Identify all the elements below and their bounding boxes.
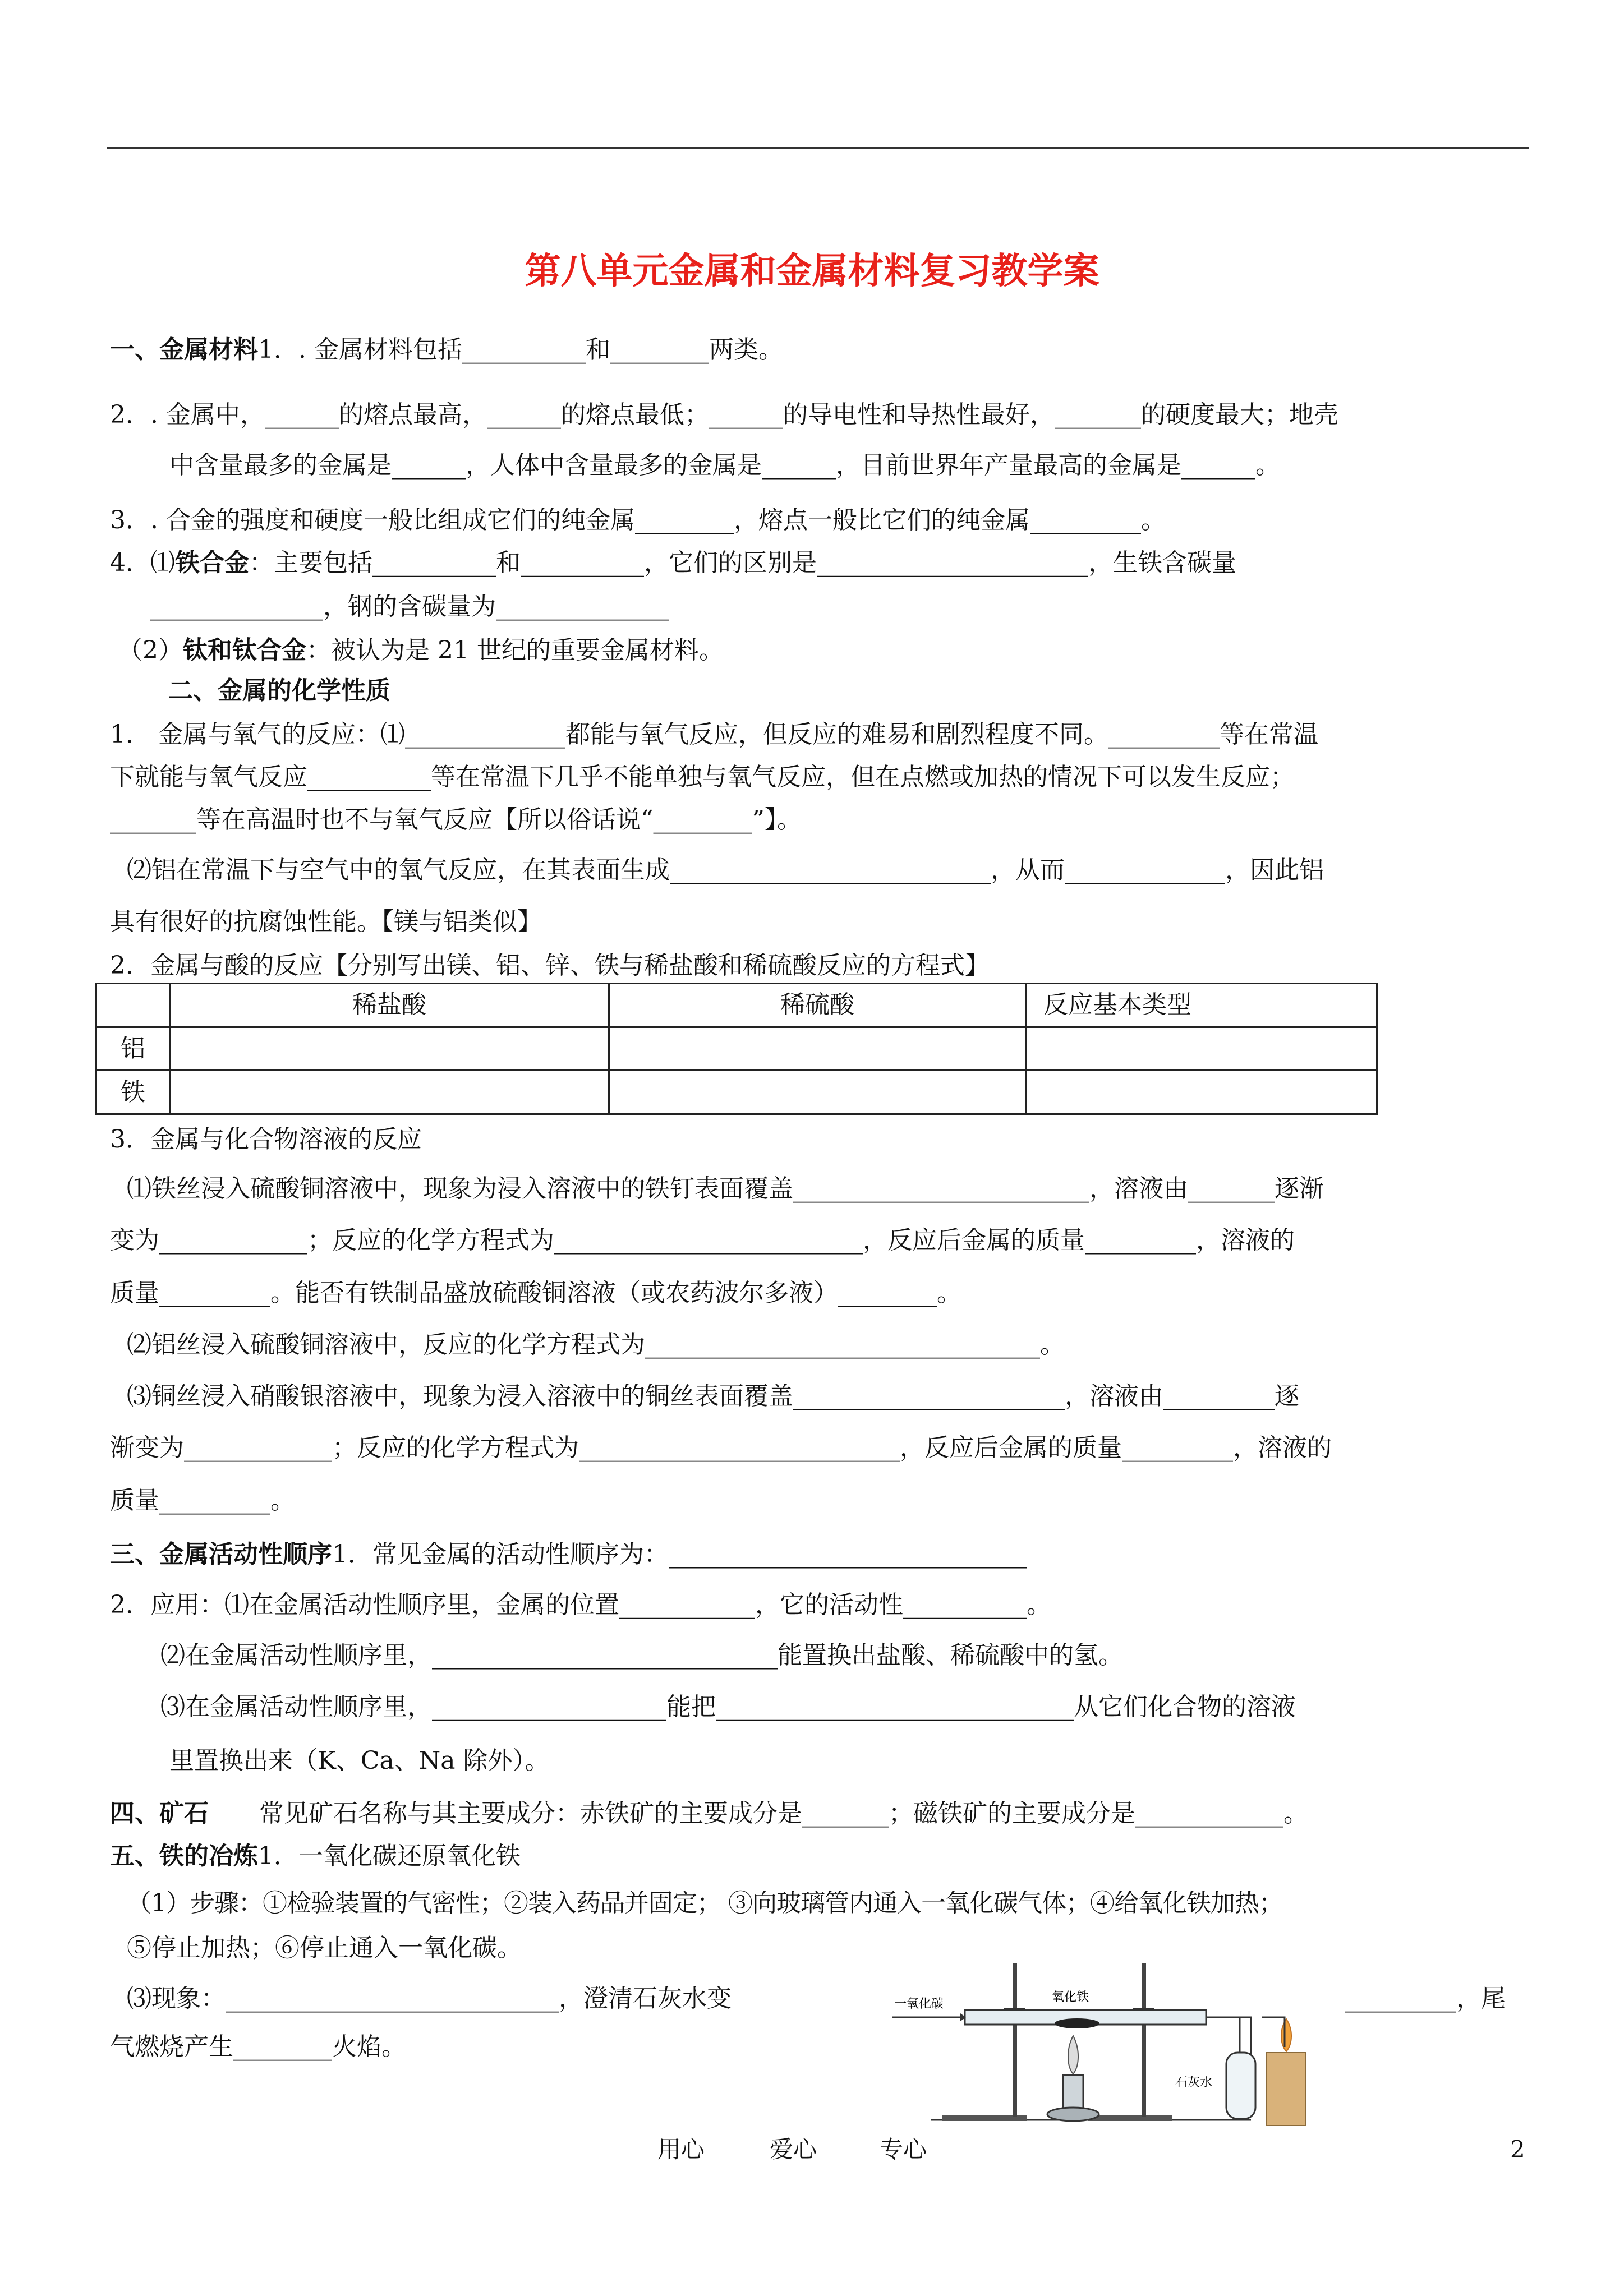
acid-reaction-table [95, 983, 1378, 1115]
text-line: ⑤停止加热；⑥停止通入一氧化碳。 [127, 1934, 522, 1962]
section-5-heading: 五、铁的冶炼 [110, 1842, 258, 1870]
section-3-heading: 三、金属活动性顺序 [110, 1540, 332, 1569]
text-line: （1）步骤：①检验装置的气密性；②装入药品并固定； ③向玻璃管内通入一氧化碳气体；④给氧化铁加热； [127, 1889, 1283, 1917]
answer-cell[interactable] [170, 1027, 609, 1071]
text-line: 2．. 金属中，______的熔点最高，______的熔点最低；______的导电性和导热性最好，_______的硬度最大；地壳 [110, 400, 1338, 429]
text-line: 质量_________。能否有铁制品盛放硫酸铜溶液（或农药波尔多液）________。 [110, 1279, 961, 1307]
text-line: 具有很好的抗腐蚀性能。【镁与铝类似】 [110, 907, 542, 936]
flame-icon [1281, 2019, 1291, 2051]
page-title: 第八单元金属和金属材料复习教学案 [525, 251, 1099, 292]
table-header-cell [96, 984, 170, 1027]
stand-base [1088, 2115, 1172, 2121]
answer-cell[interactable] [1026, 1071, 1377, 1114]
text-line: ⑵铝丝浸入硫酸铜溶液中，反应的化学方程式为________________________________。 [127, 1330, 1065, 1359]
section-2-heading: 二、金属的化学性质 [168, 676, 390, 705]
label-limewater: 石灰水 [1175, 2076, 1213, 2090]
footer-word: 用心 [657, 2136, 705, 2163]
co-reduction-apparatus-figure [892, 1952, 1318, 2131]
section-5-line: 五、铁的冶炼1．一氧化碳还原氧化铁 [110, 1842, 521, 1870]
stand-rod [1013, 1963, 1017, 2117]
footer-word: 爱心 [770, 2136, 817, 2163]
table-header-cell: 稀硫酸 [609, 984, 1026, 1027]
text-line: （2）钛和钛合金：被认为是 21 世纪的重要金属材料。 [118, 636, 724, 665]
page-number: 2 [1510, 2136, 1525, 2163]
text-line: ⑶铜丝浸入硝酸银溶液中，现象为浸入溶液中的铜丝表面覆盖______________________，溶液由_________逐 [127, 1382, 1299, 1410]
answer-cell[interactable] [170, 1071, 609, 1114]
answer-cell[interactable] [609, 1071, 1026, 1114]
table-header-cell: 反应基本类型 [1026, 984, 1377, 1027]
answer-cell[interactable] [609, 1027, 1026, 1071]
answer-cell[interactable] [1026, 1027, 1377, 1071]
text-line: 中含量最多的金属是______，人体中含量最多的金属是______，目前世界年产量最高的金属是______。 [169, 451, 1280, 480]
table-row [96, 1071, 1377, 1114]
text-line: 里置换出来（K、Ca、Na 除外）。 [169, 1746, 550, 1775]
text-line: 质量_________。 [110, 1486, 295, 1515]
text-line: 变为____________；反应的化学方程式为_________________________，反应后金属的质量_________，溶液的 [110, 1226, 1295, 1255]
text-line: 3．金属与化合物溶液的反应 [110, 1125, 422, 1154]
iron-alloy-heading: 铁合金 [175, 548, 249, 577]
footer-word: 专心 [880, 2136, 927, 2163]
text-line: 下就能与氧气反应__________等在常温下几乎不能单独与氧气反应，但在点燃或加热的情况下可以发生反应； [110, 763, 1295, 791]
text-line: ⑴铁丝浸入硫酸铜溶液中，现象为浸入溶液中的铁钉表面覆盖________________________，溶液由_______逐渐 [127, 1174, 1324, 1203]
section-1-text: 1．. 金属材料包括__________和________两类。 [258, 335, 783, 364]
titanium-heading: 钛和钛合金 [183, 636, 306, 665]
text-line: 2．应用：⑴在金属活动性顺序里，金属的位置___________，它的活动性__________。 [110, 1590, 1051, 1619]
section-4-line: 四、矿石 常见矿石名称与其主要成分：赤铁矿的主要成分是_______；磁铁矿的主要成分是____________。 [110, 1799, 1308, 1828]
label-carbon-monoxide: 一氧化碳 [894, 1997, 944, 2011]
tail-gas-burner [1267, 2053, 1306, 2126]
text-line: 1． 金属与氧气的反应：⑴_____________都能与氧气反应，但反应的难易和剧烈程度不同。_________等在常温 [110, 720, 1318, 749]
table-header-cell: 稀盐酸 [170, 984, 609, 1027]
section-4-heading: 四、矿石 [110, 1799, 209, 1828]
text-line: _______等在高温时也不与氧气反应【所以俗话说“________”】。 [110, 805, 802, 834]
stand-rod [1142, 1963, 1146, 2117]
text-line: ______________，钢的含碳量为______________ [150, 592, 669, 621]
header-rule [107, 147, 1529, 149]
iron-oxide-sample [1055, 2018, 1099, 2028]
text-line: ⑶现象：___________________________，澄清石灰水变 [127, 1984, 732, 2013]
section-1-line [110, 335, 783, 364]
section-3-line: 三、金属活动性顺序1．常见金属的活动性顺序为：_____________________________ [110, 1540, 1027, 1569]
row-label: 铝 [96, 1027, 170, 1071]
table-row [96, 1027, 1377, 1071]
limewater-tube [1226, 2053, 1255, 2119]
text-line: _________，尾 [1345, 1984, 1506, 2013]
text-line: 渐变为____________；反应的化学方程式为__________________________，反应后金属的质量_________，溶液的 [110, 1433, 1332, 1462]
text-line: ⑶在金属活动性顺序里，___________________能把_____________________________从它们化合物的溶液 [160, 1693, 1296, 1721]
text-line: 气燃烧产生________火焰。 [110, 2032, 406, 2061]
text-line: 2．金属与酸的反应【分别写出镁、铝、锌、铁与稀盐酸和稀硫酸反应的方程式】 [110, 951, 990, 980]
row-label: 铁 [96, 1071, 170, 1114]
text-line: ⑵在金属活动性顺序里，____________________________能置换出盐酸、稀硫酸中的氢。 [160, 1641, 1123, 1670]
label-iron-oxide: 氧化铁 [1052, 1990, 1089, 2004]
text-line: 3．. 合金的强度和硬度一般比组成它们的纯金属________，熔点一般比它们的纯金属_________。 [110, 506, 1166, 534]
table-header-row [96, 984, 1377, 1027]
section-1-heading: 一、金属材料 [110, 335, 258, 364]
text-line: ⑵铝在常温下与空气中的氧气反应，在其表面生成__________________________，从而_____________，因此铝 [127, 856, 1324, 884]
text-line: 4．⑴铁合金：主要包括__________和__________，它们的区别是______________________，生铁含碳量 [110, 548, 1236, 577]
